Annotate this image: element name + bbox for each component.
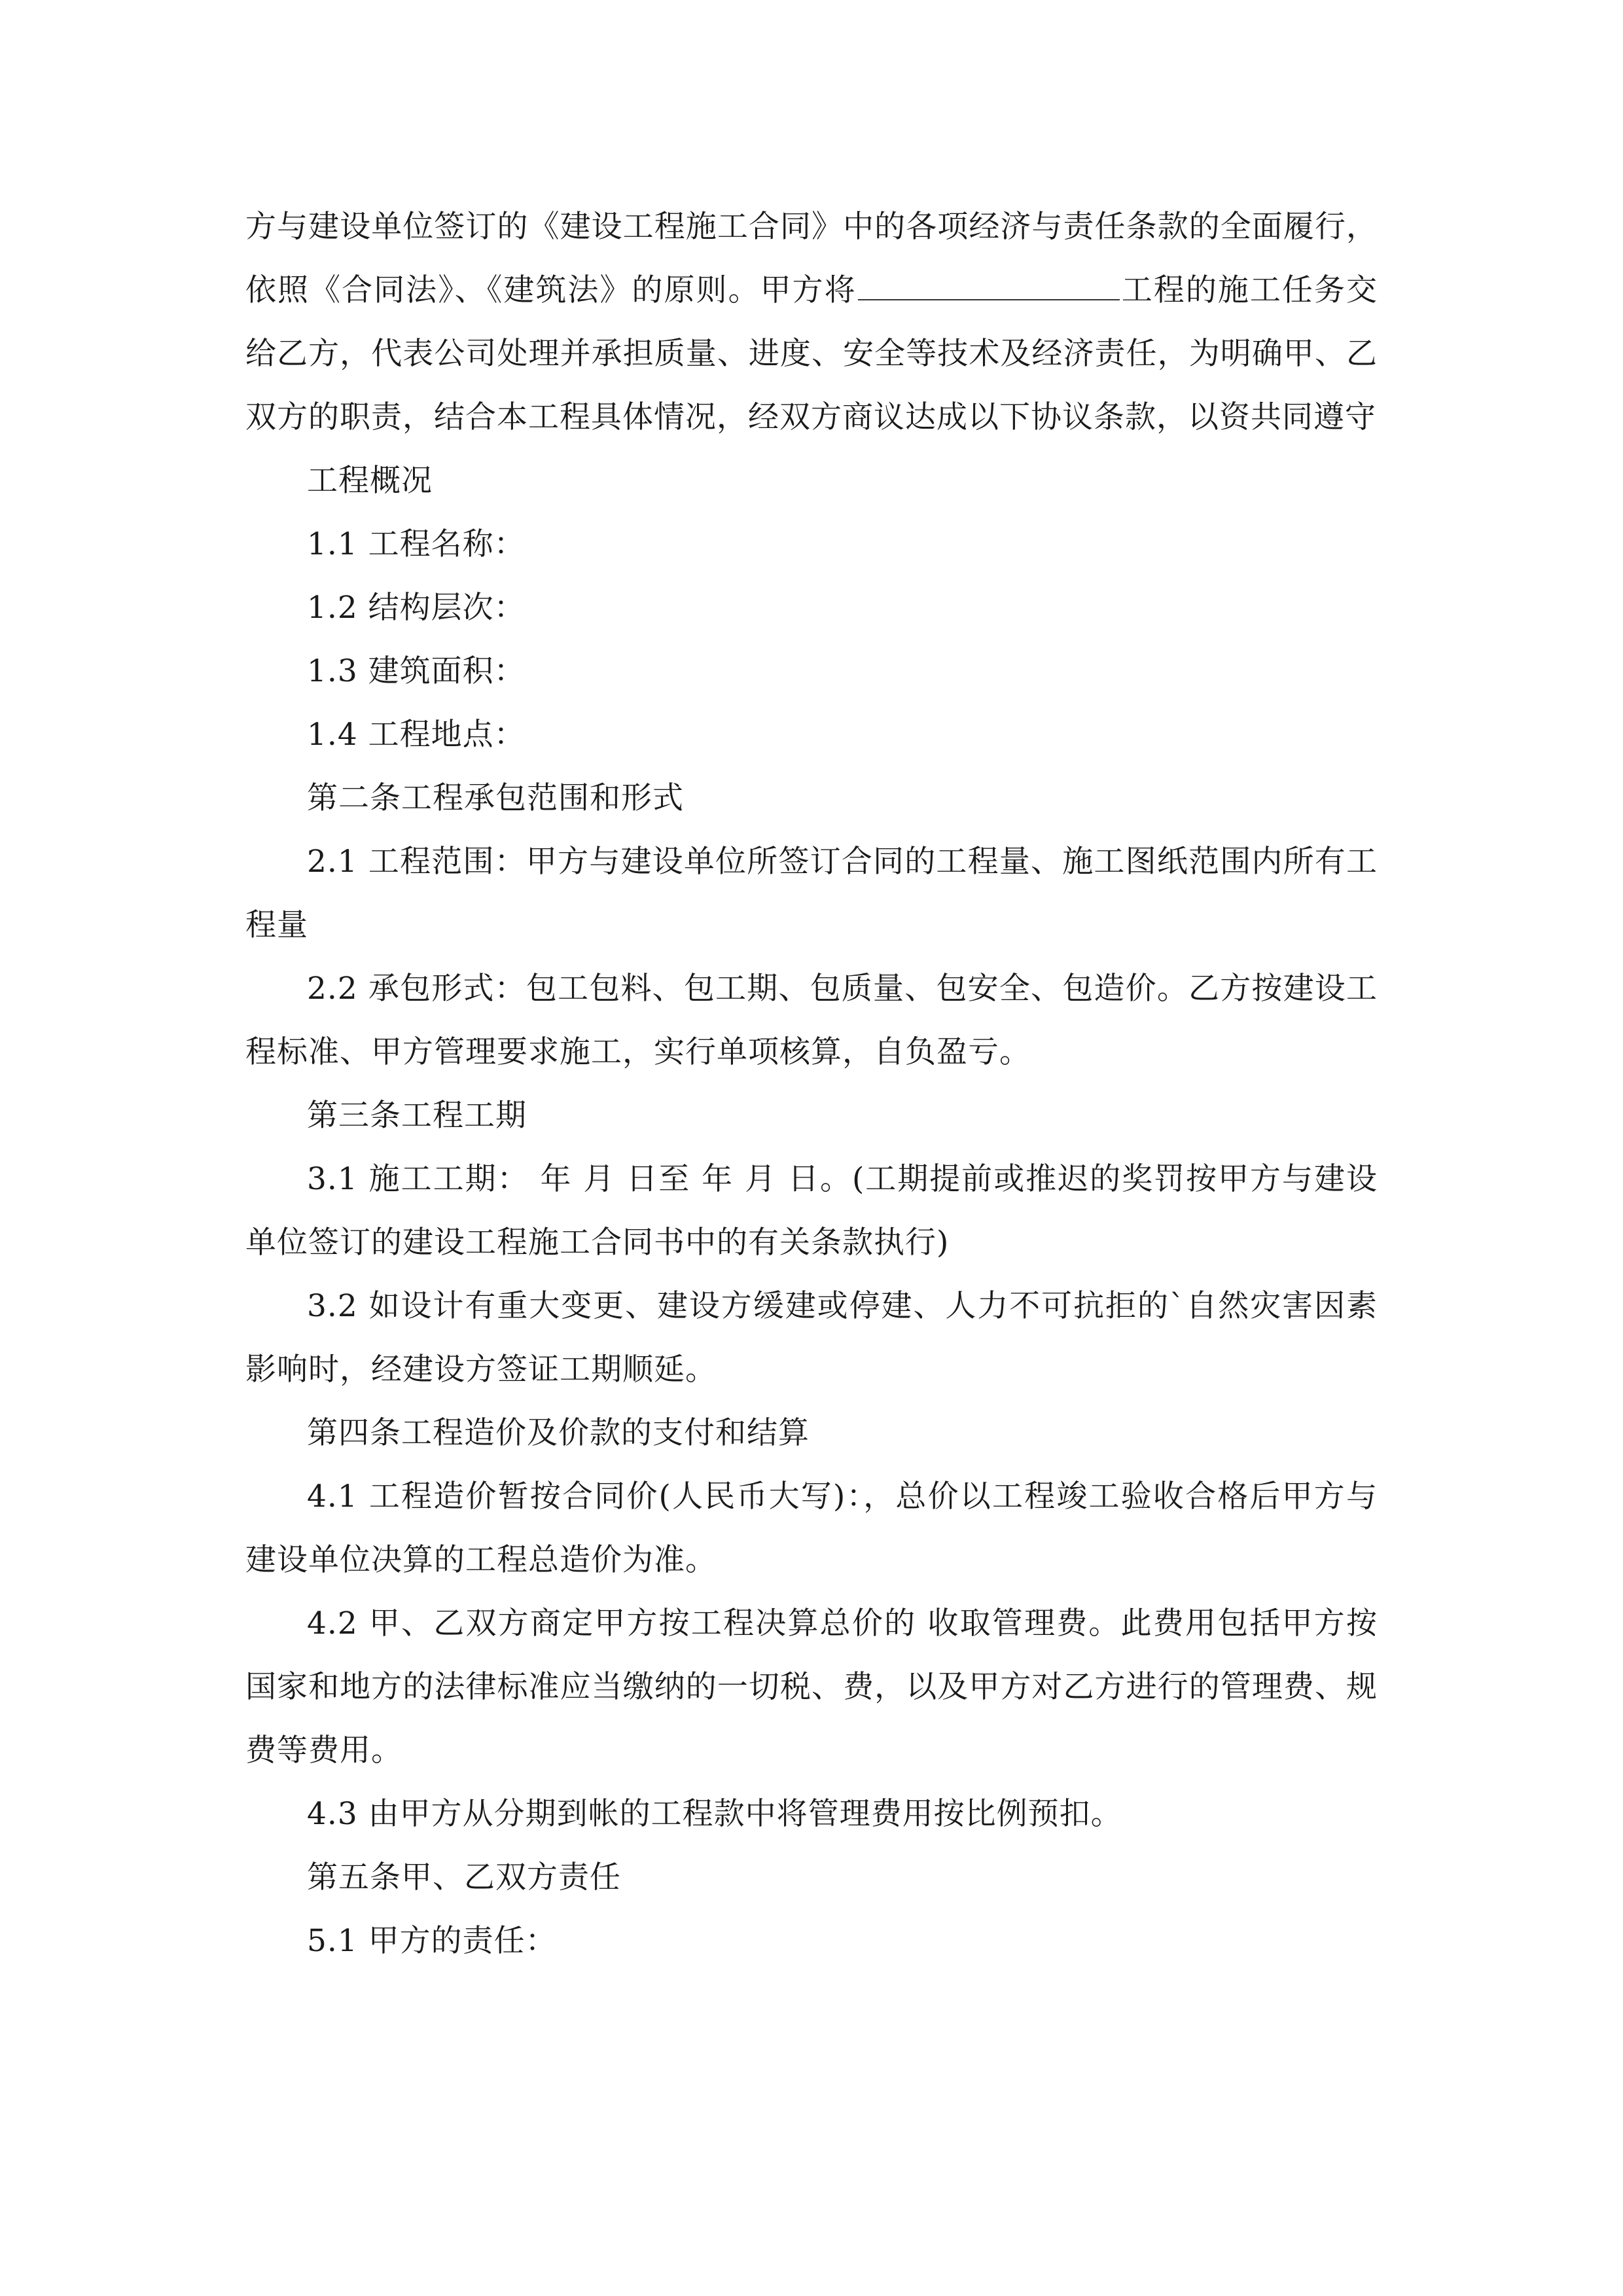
item-5-1-party-a-duties: 5.1 甲方的责任： bbox=[307, 1923, 557, 1959]
project-name-blank bbox=[858, 273, 1120, 300]
item-1-4-project-location: 1.4 工程地点： bbox=[307, 717, 526, 753]
item-1-3-building-area: 1.3 建筑面积： bbox=[307, 653, 526, 689]
overview-heading: 工程概况 bbox=[307, 463, 433, 499]
item-4-3-fee-deduction: 4.3 由甲方从分期到帐的工程款中将管理费用按比例预扣。 bbox=[307, 1796, 1122, 1832]
item-1-1-project-name: 1.1 工程名称： bbox=[307, 526, 526, 562]
article-5-heading: 第五条甲、乙双方责任 bbox=[307, 1859, 621, 1895]
article-4-heading: 第四条工程造价及价款的支付和结算 bbox=[307, 1415, 810, 1451]
item-3-2-period-extension: 3.2 如设计有重大变更、建设方缓建或停建、人力不可抗拒的`自然灾害因素影响时，经建设方签证工期顺延。 bbox=[245, 1288, 1378, 1388]
item-4-1-contract-price: 4.1 工程造价暂按合同价(人民币大写)：，总价以工程竣工验收合格后甲方与建设单位决算的工程总造价为准。 bbox=[245, 1479, 1378, 1578]
intro-paragraph bbox=[245, 195, 1378, 449]
document-body bbox=[245, 195, 1378, 1973]
item-3-1-construction-period: 3.1 施工工期： 年 月 日至 年 月 日。(工期提前或推迟的奖罚按甲方与建设单位签订的建设工程施工合同书中的有关条款执行) bbox=[245, 1161, 1378, 1261]
article-3-heading: 第三条工程工期 bbox=[307, 1098, 527, 1134]
item-2-2-contract-form: 2.2 承包形式：包工包料、包工期、包质量、包安全、包造价。乙方按建设工程标准、甲方管理要求施工，实行单项核算，自负盈亏。 bbox=[245, 971, 1378, 1070]
item-1-2-structure-levels: 1.2 结构层次： bbox=[307, 590, 526, 626]
article-2-heading: 第二条工程承包范围和形式 bbox=[307, 780, 684, 816]
intro-text-after-blank: 工程的施工任务交给乙方，代表公司处理并承担质量、进度、安全等技术及经济责任，为明确甲、乙双方的职责，结合本工程具体情况，经双方商议达成以下协议条款，以资共同遵守 bbox=[245, 272, 1378, 435]
item-2-1-scope: 2.1 工程范围：甲方与建设单位所签订合同的工程量、施工图纸范围内所有工程量 bbox=[245, 844, 1378, 943]
item-4-2-management-fee: 4.2 甲、乙双方商定甲方按工程决算总价的 收取管理费。此费用包括甲方按国家和地方的法律标准应当缴纳的一切税、费，以及甲方对乙方进行的管理费、规费等费用。 bbox=[245, 1605, 1378, 1768]
intro-text-before-blank: 方与建设单位签订的《建设工程施工合同》中的各项经济与责任条款的全面履行，依照《合同法》、《建筑法》的原则。甲方将 bbox=[245, 209, 1378, 308]
